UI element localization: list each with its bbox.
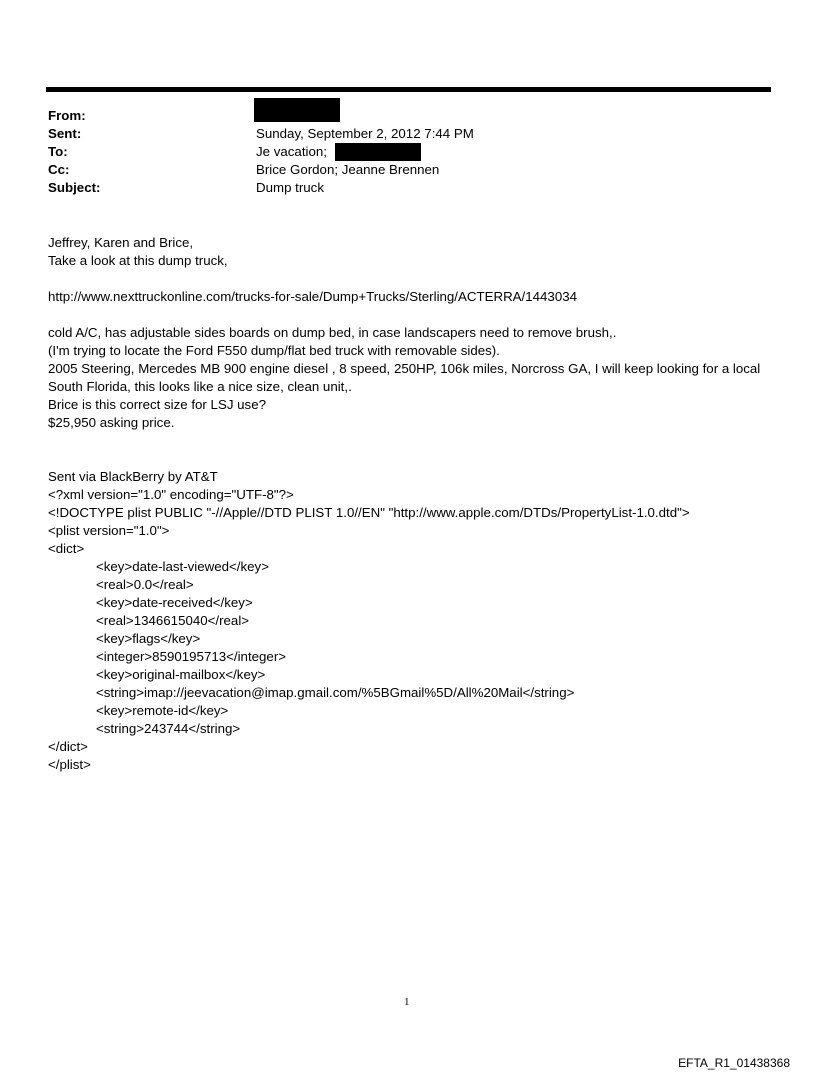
truck-link[interactable]: http://www.nexttruckonline.com/trucks-for-sale/Dump+Trucks/Sterling/ACTERRA/1443034 [48,289,577,304]
body-line: (I'm trying to locate the Ford F550 dump/flat bed truck with removable sides). [48,343,500,358]
page-number: 1 [404,996,410,1008]
body-line: cold A/C, has adjustable sides boards on dump bed, in case landscapers need to remove brush,. [48,325,617,340]
xml-line: </dict> [48,739,88,754]
body-line: Take a look at this dump truck, [48,253,228,268]
xml-line: <real>1346615040</real> [96,613,250,628]
xml-line: <plist version="1.0"> [48,523,170,538]
xml-line: <key>original-mailbox</key> [96,667,266,682]
sent-value: Sunday, September 2, 2012 7:44 PM [256,126,474,141]
xml-line: <key>flags</key> [96,631,201,646]
xml-line: <!DOCTYPE plist PUBLIC "-//Apple//DTD PLIST 1.0//EN" "http://www.apple.com/DTDs/PropertyList-1.0.dtd"> [48,505,690,520]
xml-line: <string>243744</string> [96,721,241,736]
from-label: From: [48,108,86,123]
redaction-box [254,98,340,122]
body-line: Brice is this correct size for LSJ use? [48,397,266,412]
cc-value: Brice Gordon; Jeanne Brennen [256,162,440,177]
cc-label: Cc: [48,162,70,177]
xml-line: <key>date-received</key> [96,595,253,610]
to-label: To: [48,144,68,159]
greeting-line: Jeffrey, Karen and Brice, [48,235,194,250]
from-value [254,98,340,122]
signature-line: Sent via BlackBerry by AT&T [48,469,218,484]
xml-line: <integer>8590195713</integer> [96,649,287,664]
xml-line: <string>imap://jeevacation@imap.gmail.com/%5BGmail%5D/All%20Mail</string> [96,685,575,700]
header-rule [46,87,771,92]
body-line: South Florida, this looks like a nice size, clean unit,. [48,379,352,394]
sent-label: Sent: [48,126,82,141]
xml-line: <key>remote-id</key> [96,703,229,718]
xml-line: <?xml version="1.0" encoding="UTF-8"?> [48,487,294,502]
body-line: 2005 Steering, Mercedes MB 900 engine diesel , 8 speed, 250HP, 106k miles, Norcross GA, I will keep looking for a local [48,361,761,376]
xml-line: </plist> [48,757,91,772]
to-value [256,143,421,161]
bates-number: EFTA_R1_01438368 [678,1056,790,1070]
xml-line: <key>date-last-viewed</key> [96,559,269,574]
xml-line: <dict> [48,541,85,556]
subject-label: Subject: [48,180,101,195]
to-value-text: Je vacation; [256,144,327,159]
xml-line: <real>0.0</real> [96,577,194,592]
subject-value: Dump truck [256,180,324,195]
redaction-box [335,143,421,161]
body-line: $25,950 asking price. [48,415,175,430]
